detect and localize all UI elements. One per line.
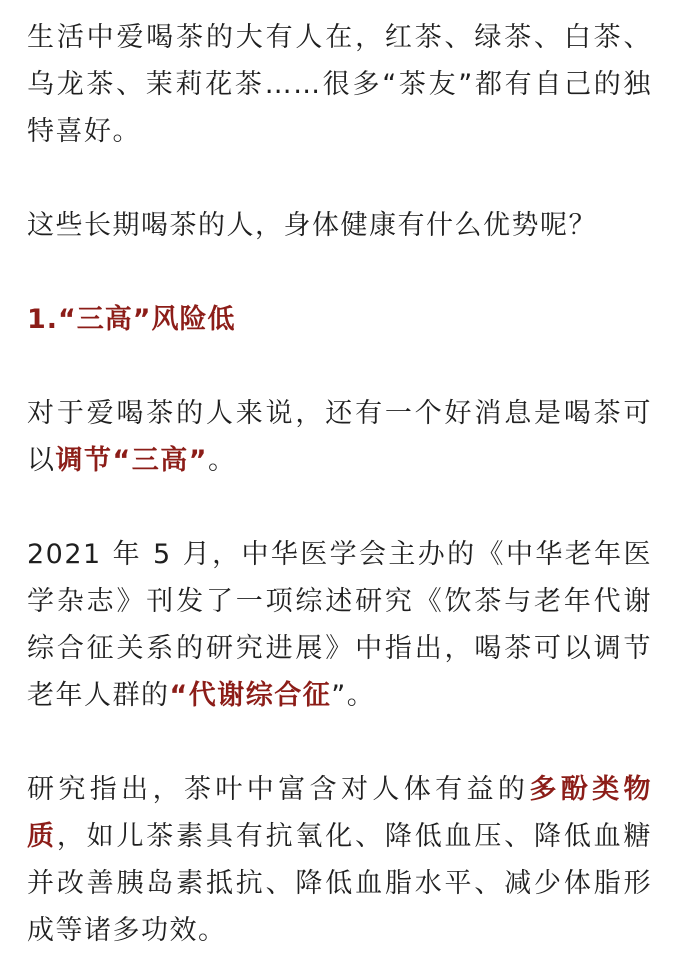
highlight-text: 多酚类物质 (27, 774, 653, 852)
paragraph-text: ，如儿茶素具有抗氧化、降低血压、降低血糖并改善胰岛素抵抗、降低血脂水平、减少体脂形成等诸多功效。 (27, 821, 653, 946)
paragraph-spacer (27, 155, 652, 202)
paragraph-text: 研究指出，茶叶中富含对人体有益的 (27, 774, 530, 805)
paragraph-text: 对于爱喝茶的人来说，还有一个好消息是喝茶可以 (27, 398, 652, 476)
section-heading: 1.“三高”风险低 (27, 304, 236, 335)
paragraph-spacer (27, 719, 652, 766)
paragraph-text: ”。 (331, 680, 376, 711)
paragraph-study (27, 531, 652, 719)
highlight-text: “代谢综合征 (169, 680, 332, 711)
paragraph-intro: 生活中爱喝茶的大有人在，红茶、绿茶、白茶、乌龙茶、茉莉花茶……很多“茶友”都有自己的独特喜好。 (27, 22, 652, 147)
article-body (27, 14, 652, 954)
paragraph-polyphenols (27, 766, 652, 954)
paragraph-spacer (27, 249, 652, 296)
paragraph-text: 2021 年 5 月，中华医学会主办的《中华老年医学杂志》刊发了一项综述研究《饮茶与老年代谢综合征关系的研究进展》中指出，喝茶可以调节老年人群的 (27, 539, 652, 711)
paragraph-spacer (27, 484, 652, 531)
paragraph-spacer (27, 343, 652, 390)
highlight-text: 调节“三高” (55, 445, 208, 476)
paragraph-question: 这些长期喝茶的人，身体健康有什么优势呢？ (27, 210, 597, 241)
paragraph-text: 。 (208, 445, 237, 476)
paragraph-three-highs (27, 390, 652, 484)
